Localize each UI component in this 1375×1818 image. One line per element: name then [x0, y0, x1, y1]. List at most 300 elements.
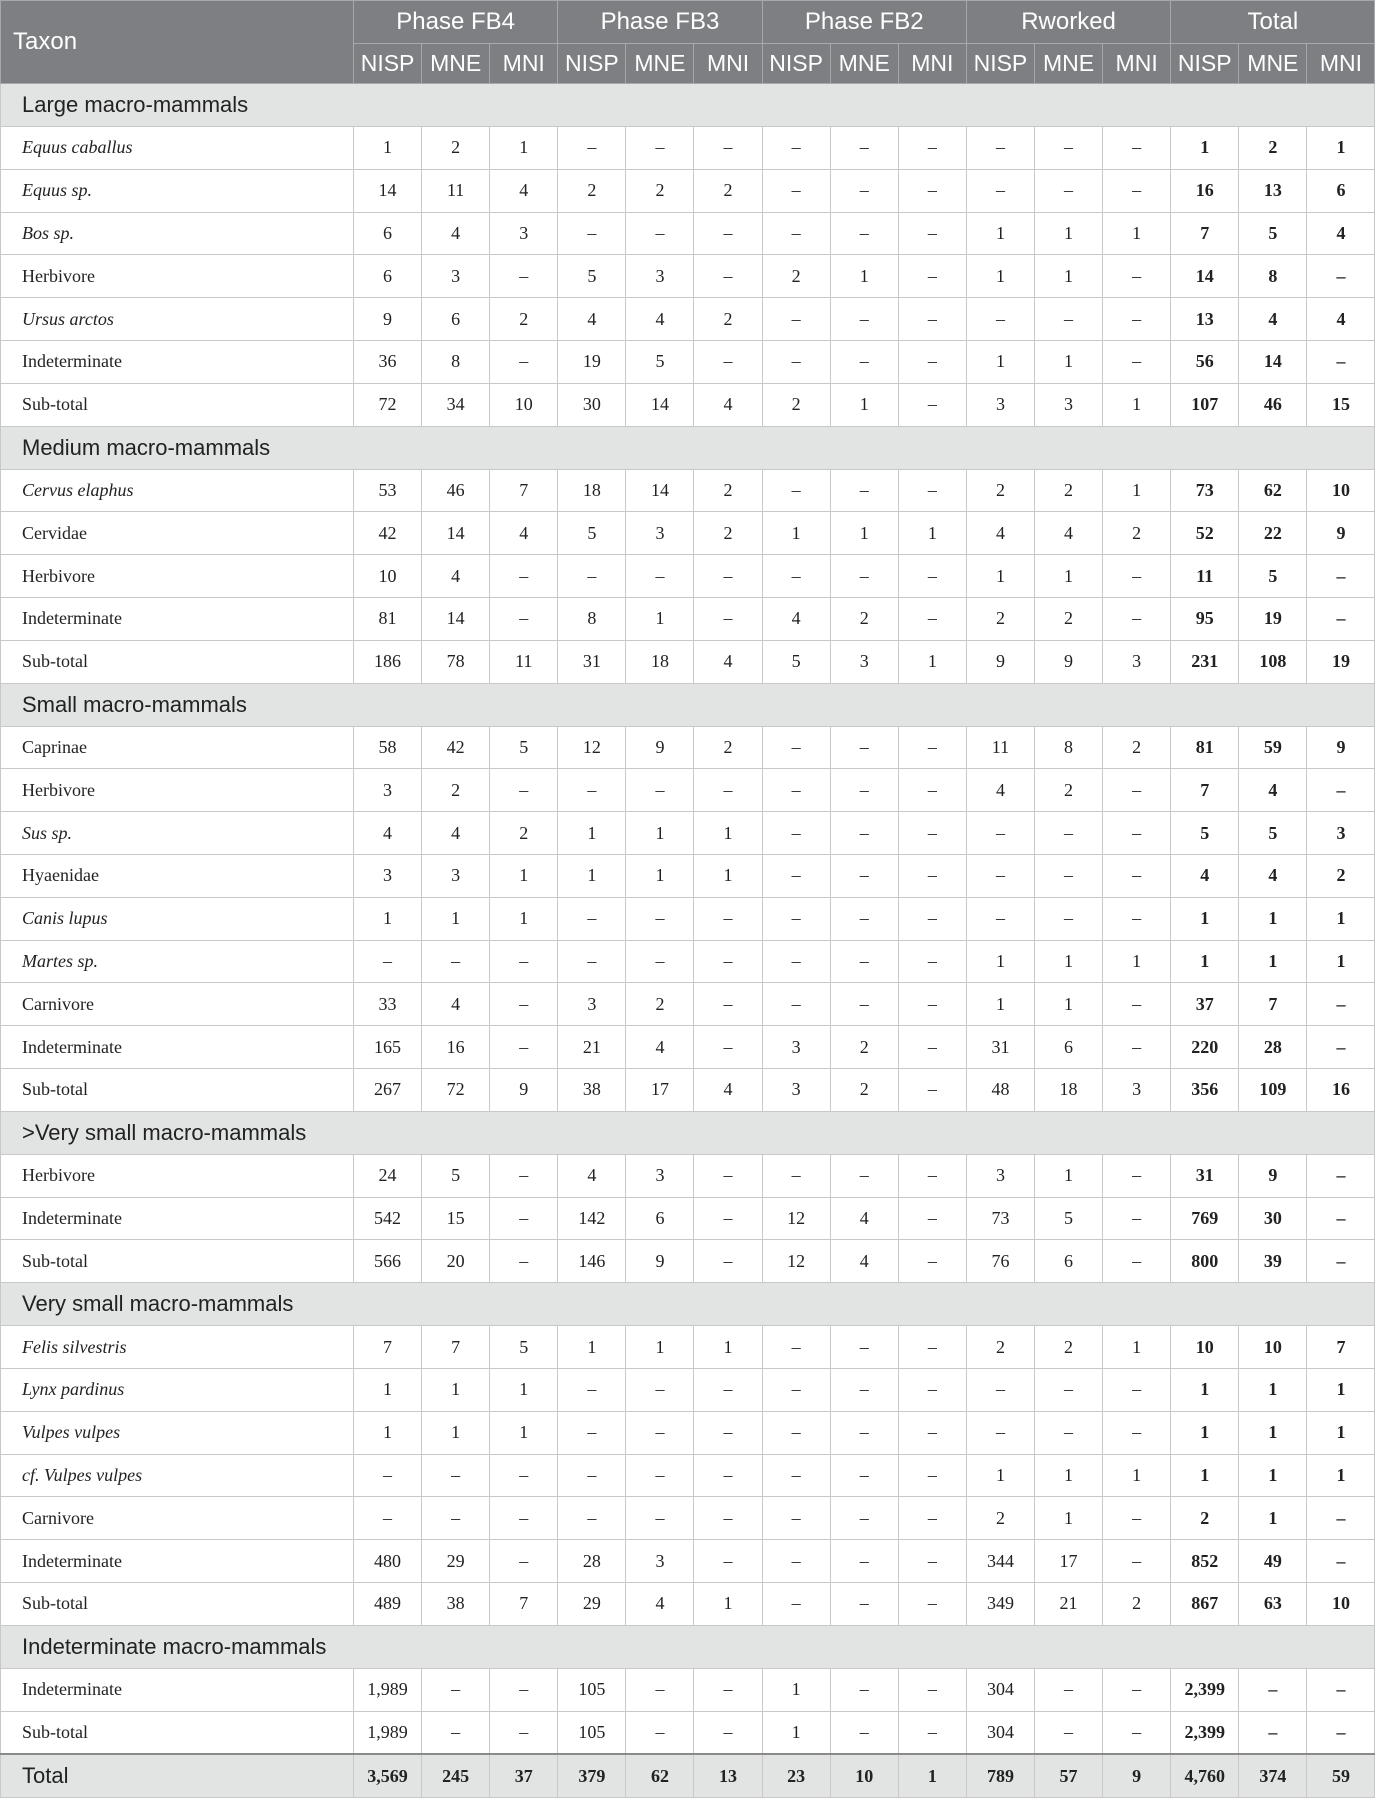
value-cell: 3: [1034, 383, 1102, 426]
value-cell: 344: [966, 1540, 1034, 1583]
value-cell: 6: [354, 255, 422, 298]
value-cell: 1: [1171, 1454, 1239, 1497]
table-row: [1, 1454, 1375, 1497]
value-cell: –: [898, 255, 966, 298]
group-header: Phase FB4: [354, 1, 558, 44]
value-cell: 19: [1239, 597, 1307, 640]
value-cell: –: [1103, 1368, 1171, 1411]
value-cell: –: [694, 769, 762, 812]
value-cell: –: [490, 555, 558, 598]
value-cell: –: [422, 940, 490, 983]
value-cell: 1: [1307, 940, 1375, 983]
value-cell: –: [830, 1326, 898, 1369]
value-cell: –: [1103, 597, 1171, 640]
value-cell: –: [1307, 1026, 1375, 1069]
value-cell: 4: [694, 383, 762, 426]
value-cell: 4: [1307, 212, 1375, 255]
table-row: [1, 940, 1375, 983]
value-cell: 5: [1034, 1197, 1102, 1240]
value-cell: 4: [626, 1026, 694, 1069]
table-row: [1, 255, 1375, 298]
value-cell: 2,399: [1171, 1711, 1239, 1754]
value-cell: 3: [490, 212, 558, 255]
value-cell: –: [966, 854, 1034, 897]
value-cell: 1: [1171, 1411, 1239, 1454]
value-cell: –: [558, 212, 626, 255]
group-header: Phase FB2: [762, 1, 966, 44]
value-cell: 30: [558, 383, 626, 426]
value-cell: 1: [762, 512, 830, 555]
value-cell: 2: [626, 169, 694, 212]
value-cell: 12: [762, 1240, 830, 1283]
value-cell: 4: [422, 555, 490, 598]
value-cell: 76: [966, 1240, 1034, 1283]
value-cell: 852: [1171, 1540, 1239, 1583]
value-cell: –: [898, 1197, 966, 1240]
value-cell: 1: [490, 854, 558, 897]
value-cell: 1: [354, 127, 422, 170]
value-cell: 3: [1103, 640, 1171, 683]
value-cell: 4: [1307, 298, 1375, 341]
value-cell: –: [1103, 1711, 1171, 1754]
metric-header: NISP: [354, 44, 422, 84]
value-cell: –: [694, 212, 762, 255]
value-cell: 2: [694, 726, 762, 769]
value-cell: –: [898, 1154, 966, 1197]
value-cell: 109: [1239, 1068, 1307, 1111]
value-cell: 349: [966, 1582, 1034, 1625]
value-cell: –: [762, 469, 830, 512]
value-cell: 2: [694, 469, 762, 512]
value-cell: –: [830, 897, 898, 940]
table-row: [1, 469, 1375, 512]
value-cell: –: [1307, 1711, 1375, 1754]
value-cell: 3: [422, 255, 490, 298]
metric-header: MNE: [1239, 44, 1307, 84]
value-cell: 2: [1103, 1582, 1171, 1625]
value-cell: 2: [1034, 597, 1102, 640]
value-cell: 146: [558, 1240, 626, 1283]
value-cell: –: [898, 469, 966, 512]
value-cell: –: [830, 1154, 898, 1197]
table-row: [1, 1411, 1375, 1454]
metric-header: MNE: [830, 44, 898, 84]
value-cell: 5: [422, 1154, 490, 1197]
value-cell: –: [490, 1668, 558, 1711]
value-cell: 9: [354, 298, 422, 341]
value-cell: –: [898, 726, 966, 769]
grand-total-label: Total: [1, 1754, 354, 1798]
table-row: [1, 340, 1375, 383]
value-cell: –: [830, 854, 898, 897]
value-cell: 10: [1171, 1326, 1239, 1369]
value-cell: –: [626, 1711, 694, 1754]
grand-total-value: 374: [1239, 1754, 1307, 1798]
value-cell: 36: [354, 340, 422, 383]
value-cell: 1: [966, 1454, 1034, 1497]
section-title: Large macro-mammals: [1, 84, 1375, 127]
value-cell: –: [1239, 1711, 1307, 1754]
metric-header: MNI: [1307, 44, 1375, 84]
value-cell: –: [1239, 1668, 1307, 1711]
value-cell: –: [762, 854, 830, 897]
value-cell: –: [1103, 555, 1171, 598]
value-cell: 3: [830, 640, 898, 683]
value-cell: –: [626, 1668, 694, 1711]
value-cell: 1: [626, 1326, 694, 1369]
grand-total-value: 9: [1103, 1754, 1171, 1798]
grand-total-value: 13: [694, 1754, 762, 1798]
value-cell: –: [694, 1240, 762, 1283]
value-cell: 2: [966, 1326, 1034, 1369]
value-cell: 9: [1034, 640, 1102, 683]
value-cell: –: [1034, 298, 1102, 341]
subtotal-row: [1, 1582, 1375, 1625]
value-cell: 105: [558, 1668, 626, 1711]
value-cell: 867: [1171, 1582, 1239, 1625]
value-cell: 566: [354, 1240, 422, 1283]
value-cell: 5: [1239, 812, 1307, 855]
value-cell: –: [762, 1540, 830, 1583]
table-row: [1, 1197, 1375, 1240]
subtotal-row: [1, 383, 1375, 426]
value-cell: –: [694, 597, 762, 640]
value-cell: 21: [558, 1026, 626, 1069]
section-header-row: [1, 683, 1375, 726]
value-cell: 24: [354, 1154, 422, 1197]
value-cell: 1: [1034, 340, 1102, 383]
value-cell: 16: [422, 1026, 490, 1069]
value-cell: 1: [626, 597, 694, 640]
value-cell: –: [830, 340, 898, 383]
metric-header: NISP: [1171, 44, 1239, 84]
value-cell: 5: [558, 512, 626, 555]
value-cell: –: [898, 812, 966, 855]
value-cell: 304: [966, 1711, 1034, 1754]
value-cell: 17: [1034, 1540, 1102, 1583]
value-cell: 48: [966, 1068, 1034, 1111]
value-cell: 1: [1307, 1368, 1375, 1411]
grand-total-value: 245: [422, 1754, 490, 1798]
group-header: Phase FB3: [558, 1, 762, 44]
value-cell: 1: [558, 1326, 626, 1369]
value-cell: –: [626, 940, 694, 983]
value-cell: –: [898, 1026, 966, 1069]
value-cell: –: [762, 340, 830, 383]
value-cell: 2: [694, 298, 762, 341]
value-cell: –: [898, 1540, 966, 1583]
value-cell: 3: [762, 1026, 830, 1069]
value-cell: –: [1103, 1668, 1171, 1711]
value-cell: 1: [1307, 897, 1375, 940]
value-cell: 107: [1171, 383, 1239, 426]
value-cell: –: [830, 1411, 898, 1454]
value-cell: –: [1307, 1197, 1375, 1240]
value-cell: –: [490, 1197, 558, 1240]
taxon-cell: Sub-total: [1, 1582, 354, 1625]
value-cell: –: [626, 212, 694, 255]
value-cell: 1: [830, 383, 898, 426]
value-cell: 2: [626, 983, 694, 1026]
value-cell: 2: [762, 383, 830, 426]
value-cell: 7: [1171, 769, 1239, 812]
taxon-cell: Herbivore: [1, 769, 354, 812]
value-cell: –: [558, 940, 626, 983]
value-cell: –: [830, 1454, 898, 1497]
value-cell: –: [830, 212, 898, 255]
value-cell: –: [762, 212, 830, 255]
taxon-cell: Sus sp.: [1, 812, 354, 855]
value-cell: –: [830, 1540, 898, 1583]
value-cell: 39: [1239, 1240, 1307, 1283]
value-cell: 10: [1307, 469, 1375, 512]
value-cell: 28: [1239, 1026, 1307, 1069]
value-cell: 1: [1034, 1497, 1102, 1540]
value-cell: 14: [1239, 340, 1307, 383]
value-cell: 356: [1171, 1068, 1239, 1111]
value-cell: 1: [490, 1368, 558, 1411]
value-cell: 1: [1307, 1411, 1375, 1454]
value-cell: 1: [490, 127, 558, 170]
taxon-cell: Sub-total: [1, 1068, 354, 1111]
value-cell: 9: [490, 1068, 558, 1111]
value-cell: –: [1034, 1711, 1102, 1754]
value-cell: 1: [966, 555, 1034, 598]
grand-total-value: 789: [966, 1754, 1034, 1798]
value-cell: –: [490, 1540, 558, 1583]
value-cell: 14: [422, 512, 490, 555]
table-body: [1, 84, 1375, 1798]
value-cell: 800: [1171, 1240, 1239, 1283]
value-cell: 1: [1171, 940, 1239, 983]
table-row: [1, 1154, 1375, 1197]
table-row: [1, 1026, 1375, 1069]
metric-header: MNE: [626, 44, 694, 84]
value-cell: –: [1103, 340, 1171, 383]
value-cell: 4: [490, 169, 558, 212]
value-cell: –: [490, 1497, 558, 1540]
value-cell: 769: [1171, 1197, 1239, 1240]
value-cell: 1: [830, 255, 898, 298]
value-cell: 4: [966, 512, 1034, 555]
value-cell: 28: [558, 1540, 626, 1583]
table-row: [1, 854, 1375, 897]
value-cell: 11: [966, 726, 1034, 769]
value-cell: –: [762, 1411, 830, 1454]
value-cell: 73: [1171, 469, 1239, 512]
value-cell: –: [558, 769, 626, 812]
value-cell: 22: [1239, 512, 1307, 555]
section-header-row: [1, 84, 1375, 127]
value-cell: –: [762, 897, 830, 940]
value-cell: 1: [1034, 1454, 1102, 1497]
metric-header: MNI: [898, 44, 966, 84]
value-cell: 2: [1034, 769, 1102, 812]
value-cell: –: [694, 255, 762, 298]
value-cell: –: [762, 1368, 830, 1411]
table-row: [1, 597, 1375, 640]
value-cell: –: [898, 1068, 966, 1111]
metric-header: NISP: [558, 44, 626, 84]
value-cell: 4: [1239, 298, 1307, 341]
value-cell: 4: [1034, 512, 1102, 555]
grand-total-value: 37: [490, 1754, 558, 1798]
value-cell: –: [1103, 1154, 1171, 1197]
value-cell: –: [966, 1368, 1034, 1411]
value-cell: –: [626, 1497, 694, 1540]
value-cell: –: [1307, 1668, 1375, 1711]
value-cell: 2: [762, 255, 830, 298]
value-cell: 186: [354, 640, 422, 683]
value-cell: 1,989: [354, 1668, 422, 1711]
value-cell: 5: [626, 340, 694, 383]
value-cell: –: [1103, 769, 1171, 812]
value-cell: –: [762, 940, 830, 983]
value-cell: 4: [558, 1154, 626, 1197]
value-cell: –: [898, 298, 966, 341]
grand-total-value: 62: [626, 1754, 694, 1798]
value-cell: 9: [966, 640, 1034, 683]
table-row: [1, 298, 1375, 341]
value-cell: 3: [1103, 1068, 1171, 1111]
value-cell: –: [694, 1197, 762, 1240]
value-cell: –: [1103, 1240, 1171, 1283]
value-cell: 5: [490, 726, 558, 769]
section-title: Medium macro-mammals: [1, 426, 1375, 469]
table-row: [1, 812, 1375, 855]
value-cell: 1: [1103, 383, 1171, 426]
value-cell: –: [830, 812, 898, 855]
value-cell: 5: [490, 1326, 558, 1369]
value-cell: –: [830, 169, 898, 212]
value-cell: 1: [694, 854, 762, 897]
value-cell: 4: [422, 212, 490, 255]
value-cell: –: [1103, 1197, 1171, 1240]
value-cell: 31: [558, 640, 626, 683]
value-cell: 2: [1034, 1326, 1102, 1369]
value-cell: 4: [966, 769, 1034, 812]
value-cell: –: [1103, 897, 1171, 940]
value-cell: –: [1034, 1411, 1102, 1454]
value-cell: 7: [354, 1326, 422, 1369]
value-cell: –: [898, 1497, 966, 1540]
value-cell: –: [1307, 983, 1375, 1026]
value-cell: 56: [1171, 340, 1239, 383]
value-cell: 105: [558, 1711, 626, 1754]
table-row: [1, 1368, 1375, 1411]
value-cell: –: [1307, 255, 1375, 298]
value-cell: –: [830, 555, 898, 598]
value-cell: 72: [354, 383, 422, 426]
value-cell: 73: [966, 1197, 1034, 1240]
value-cell: –: [1103, 854, 1171, 897]
value-cell: –: [762, 127, 830, 170]
value-cell: 5: [1239, 212, 1307, 255]
metric-header: MNI: [694, 44, 762, 84]
value-cell: –: [898, 340, 966, 383]
value-cell: 10: [1239, 1326, 1307, 1369]
value-cell: 7: [1239, 983, 1307, 1026]
value-cell: 7: [490, 469, 558, 512]
value-cell: –: [1103, 983, 1171, 1026]
value-cell: 8: [422, 340, 490, 383]
value-cell: 12: [762, 1197, 830, 1240]
value-cell: 10: [1307, 1582, 1375, 1625]
value-cell: 21: [1034, 1582, 1102, 1625]
grand-total-value: 59: [1307, 1754, 1375, 1798]
table-row: [1, 1540, 1375, 1583]
value-cell: –: [422, 1711, 490, 1754]
value-cell: 30: [1239, 1197, 1307, 1240]
taxon-cell: Bos sp.: [1, 212, 354, 255]
value-cell: –: [762, 983, 830, 1026]
value-cell: 38: [422, 1582, 490, 1625]
taxon-cell: Indeterminate: [1, 1197, 354, 1240]
value-cell: –: [1103, 812, 1171, 855]
value-cell: 1: [422, 897, 490, 940]
table-header: [1, 1, 1375, 84]
value-cell: 4: [422, 983, 490, 1026]
taxon-cell: Indeterminate: [1, 1668, 354, 1711]
value-cell: –: [1307, 1497, 1375, 1540]
value-cell: 18: [558, 469, 626, 512]
value-cell: 1: [1034, 255, 1102, 298]
value-cell: –: [1034, 169, 1102, 212]
value-cell: –: [762, 1326, 830, 1369]
value-cell: –: [1103, 127, 1171, 170]
value-cell: 1: [966, 940, 1034, 983]
taxon-cell: Sub-total: [1, 1711, 354, 1754]
value-cell: 165: [354, 1026, 422, 1069]
value-cell: –: [1103, 255, 1171, 298]
value-cell: –: [1307, 1154, 1375, 1197]
taxon-cell: Felis silvestris: [1, 1326, 354, 1369]
value-cell: 480: [354, 1540, 422, 1583]
value-cell: 19: [558, 340, 626, 383]
value-cell: 2: [966, 597, 1034, 640]
value-cell: –: [490, 983, 558, 1026]
value-cell: 1: [966, 340, 1034, 383]
value-cell: –: [694, 1026, 762, 1069]
group-header: Rworked: [966, 1, 1170, 44]
value-cell: –: [898, 897, 966, 940]
value-cell: –: [898, 127, 966, 170]
value-cell: 1: [1171, 897, 1239, 940]
value-cell: 1: [354, 1368, 422, 1411]
value-cell: –: [694, 1368, 762, 1411]
value-cell: –: [422, 1668, 490, 1711]
value-cell: 1: [490, 897, 558, 940]
value-cell: 1,989: [354, 1711, 422, 1754]
metric-header: MNE: [1034, 44, 1102, 84]
taxon-cell: Equus caballus: [1, 127, 354, 170]
value-cell: 13: [1239, 169, 1307, 212]
table-row: [1, 983, 1375, 1026]
value-cell: –: [1307, 597, 1375, 640]
table-row: [1, 1497, 1375, 1540]
value-cell: –: [762, 1154, 830, 1197]
section-header-row: [1, 1283, 1375, 1326]
value-cell: 3: [626, 512, 694, 555]
value-cell: –: [898, 169, 966, 212]
value-cell: 1: [1239, 1368, 1307, 1411]
value-cell: –: [966, 298, 1034, 341]
value-cell: 542: [354, 1197, 422, 1240]
value-cell: –: [966, 812, 1034, 855]
metric-header: MNI: [490, 44, 558, 84]
grand-total-value: 57: [1034, 1754, 1102, 1798]
value-cell: –: [898, 1668, 966, 1711]
